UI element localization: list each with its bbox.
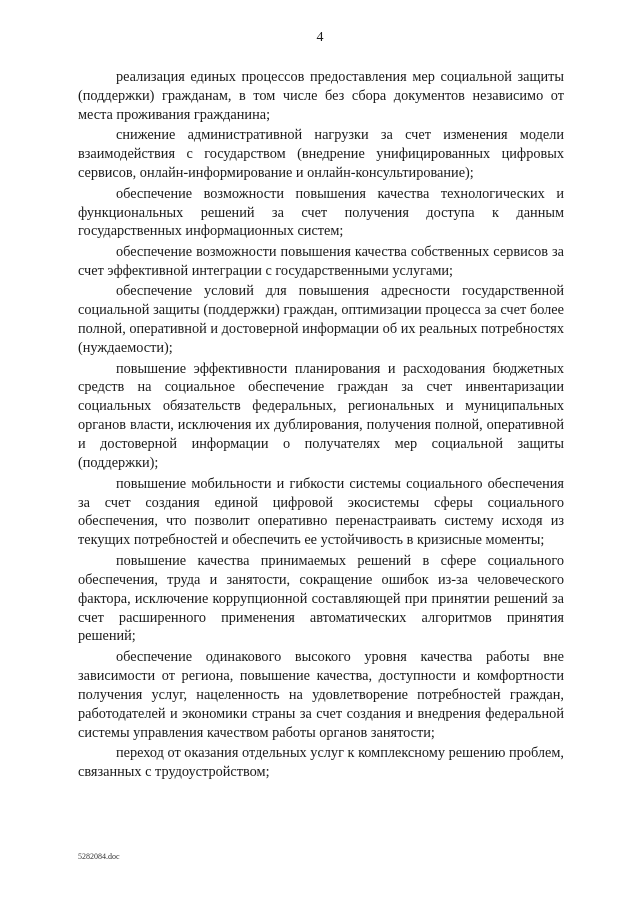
paragraph: снижение административной нагрузки за счет изменения модели взаимодействия с государством (внедрение унифицированных цифровых сервисов, онлайн-информирование и онлайн-консультирование); bbox=[78, 127, 564, 182]
paragraph: обеспечение возможности повышения качества собственных сервисов за счет эффективной интеграции с государственными услугами; bbox=[78, 243, 564, 279]
document-body bbox=[78, 68, 564, 783]
paragraph: повышение мобильности и гибкости системы социального обеспечения за счет создания единой цифровой экосистемы сферы социального обеспечения, что позволит оперативно перенастраивать систему исходя из текущих потребностей и обеспечить ее устойчивость в кризисные моменты; bbox=[78, 475, 564, 549]
paragraph: повышение эффективности планирования и расходования бюджетных средств на социальное обеспечение граждан за счет инвентаризации социальных обязательств федеральных, региональных и муниципальных органов власти, исключения их дублирования, получения полной, оперативной и достоверной информации о получателях мер социальной защиты (поддержки); bbox=[78, 360, 564, 472]
paragraph: обеспечение одинакового высокого уровня качества работы вне зависимости от региона, повышение качества, доступности и комфортности получения услуг, нацеленность на удовлетворение потребностей граждан, работодателей и экономики страны за счет создания и внедрения федеральной системы управления качеством работы органов занятости; bbox=[78, 648, 564, 741]
paragraph: переход от оказания отдельных услуг к комплексному решению проблем, связанных с трудоустройством; bbox=[78, 745, 564, 780]
file-name-footer: 5282084.doc bbox=[78, 852, 120, 861]
paragraph: повышение качества принимаемых решений в сфере социального обеспечения, труда и занятости, сокращение ошибок из-за человеческого фактора, исключение коррупционной составляющей при принятии решений за счет расширенного применения автоматических алгоритмов принятия решений; bbox=[78, 552, 564, 645]
paragraph: реализация единых процессов предоставления мер социальной защиты (поддержки) гражданам, в том числе без сбора документов независимо от места проживания гражданина; bbox=[78, 69, 564, 123]
paragraph: обеспечение условий для повышения адресности государственной социальной защиты (поддержки) граждан, оптимизации процесса за счет более полной, оперативной и достоверной информации об их реальных потребностях (нуждаемости); bbox=[78, 283, 564, 357]
page-number: 4 bbox=[316, 30, 324, 45]
paragraph: обеспечение возможности повышения качества технологических и функциональных решений за счет получения доступа к данным государственных информационных систем; bbox=[78, 185, 564, 240]
